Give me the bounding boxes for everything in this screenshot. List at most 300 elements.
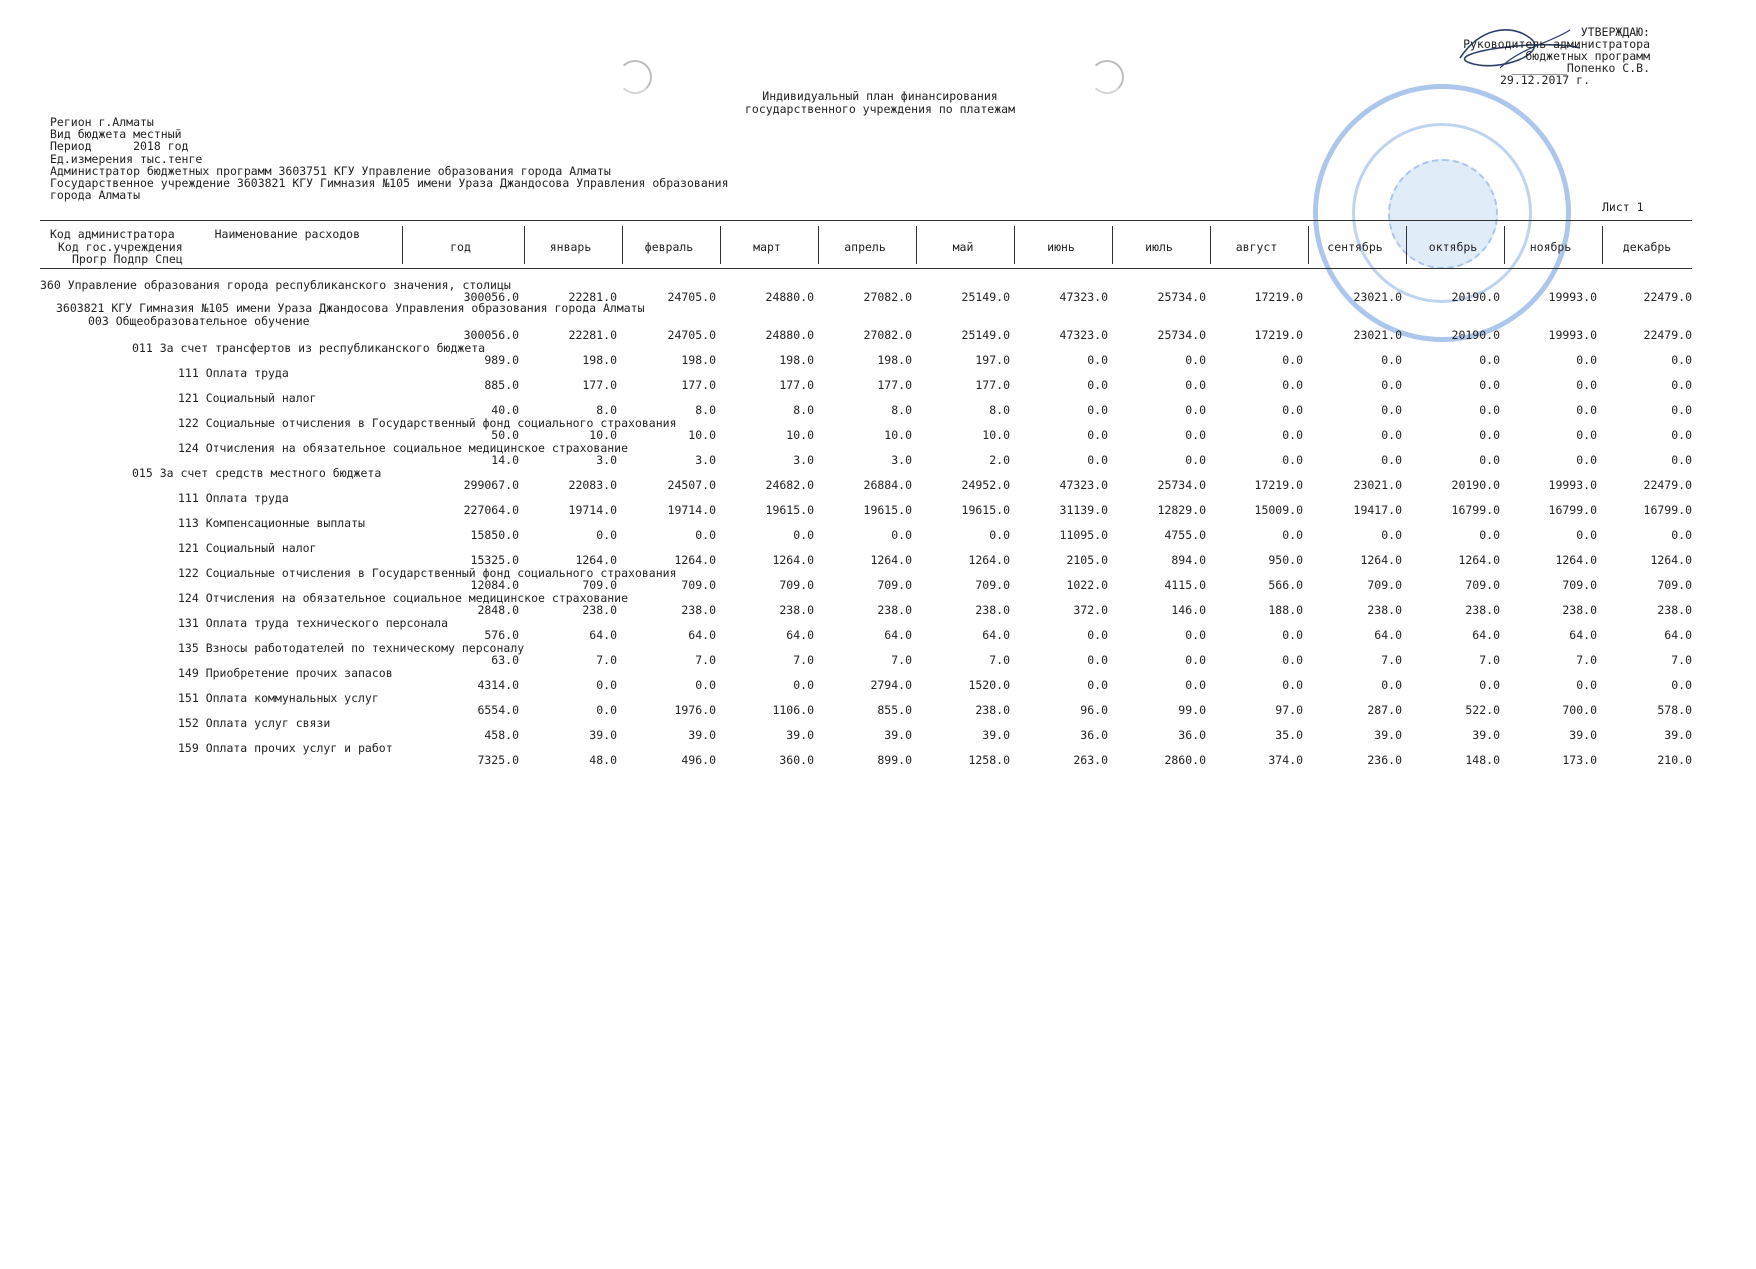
table-cell: 3.0 [891, 453, 912, 467]
table-cell: 7325.0 [477, 753, 519, 767]
table-cell: 198.0 [877, 353, 912, 367]
table-cell: 0.0 [1381, 378, 1402, 392]
table-cell: 1022.0 [1066, 578, 1108, 592]
document-title-line-1: Индивидуальный план финансирования [762, 89, 998, 103]
table-cell: 96.0 [1080, 703, 1108, 717]
table-cell: 39.0 [982, 728, 1010, 742]
table-cell: 7.0 [1381, 653, 1402, 667]
row-label: 011 За счет трансфертов из республиканского бюджета [132, 341, 486, 355]
table-cell: 12084.0 [470, 578, 519, 592]
table-cell: 2.0 [989, 453, 1010, 467]
table-cell: 0.0 [1185, 378, 1206, 392]
table-cell: 64.0 [1664, 628, 1692, 642]
table-cell: 0.0 [1381, 453, 1402, 467]
table-cell: 2860.0 [1164, 753, 1206, 767]
table-cell: 22083.0 [568, 478, 617, 492]
table-cell: 8.0 [891, 403, 912, 417]
column-header-3: март [753, 240, 781, 254]
table-cell: 6554.0 [477, 703, 519, 717]
document-title [640, 90, 1120, 116]
table-cell: 1264.0 [1458, 553, 1500, 567]
table-cell: 24952.0 [961, 478, 1010, 492]
table-cell: 16799.0 [1451, 503, 1500, 517]
table-cell: 22281.0 [568, 328, 617, 342]
table-cell: 24880.0 [765, 328, 814, 342]
table-cell: 0.0 [1282, 453, 1303, 467]
header-admin-code: Код администратора [50, 227, 175, 241]
table-cell: 148.0 [1465, 753, 1500, 767]
table-cell: 855.0 [877, 703, 912, 717]
table-cell: 0.0 [1087, 428, 1108, 442]
table-cell: 0.0 [1185, 678, 1206, 692]
table-cell: 300056.0 [463, 328, 519, 342]
table-cell: 263.0 [1073, 753, 1108, 767]
table-cell: 146.0 [1171, 603, 1206, 617]
table-cell: 238.0 [1657, 603, 1692, 617]
table-cell: 177.0 [681, 378, 716, 392]
table-cell: 238.0 [975, 603, 1010, 617]
table-cell: 522.0 [1465, 703, 1500, 717]
table-cell: 1520.0 [968, 678, 1010, 692]
table-cell: 10.0 [982, 428, 1010, 442]
column-header-11: ноябрь [1529, 240, 1572, 254]
table-cell: 238.0 [975, 703, 1010, 717]
table-cell: 20190.0 [1451, 290, 1500, 304]
column-header-9: сентябрь [1327, 240, 1383, 254]
table-cell: 20190.0 [1451, 328, 1500, 342]
table-cell: 39.0 [1664, 728, 1692, 742]
table-cell: 1264.0 [575, 553, 617, 567]
table-cell: 19714.0 [667, 503, 716, 517]
table-cell: 22479.0 [1643, 290, 1692, 304]
table-cell: 25149.0 [961, 290, 1010, 304]
table-cell: 0.0 [1087, 378, 1108, 392]
table-cell: 4314.0 [477, 678, 519, 692]
table-cell: 10.0 [884, 428, 912, 442]
table-cell: 989.0 [484, 353, 519, 367]
table-cell: 23021.0 [1353, 290, 1402, 304]
table-cell: 48.0 [589, 753, 617, 767]
table-cell: 36.0 [1178, 728, 1206, 742]
punch-hole-right [1090, 60, 1124, 94]
table-cell: 300056.0 [463, 290, 519, 304]
table-cell: 39.0 [786, 728, 814, 742]
meta-unit: Ед.измерения тыс.тенге [50, 151, 203, 166]
table-cell: 12829.0 [1157, 503, 1206, 517]
table-cell: 0.0 [891, 528, 912, 542]
table-cell: 64.0 [1374, 628, 1402, 642]
table-cell: 236.0 [1367, 753, 1402, 767]
table-cell: 0.0 [1185, 628, 1206, 642]
meta-budget-type: Вид бюджета местный [50, 127, 182, 142]
table-cell: 15325.0 [470, 553, 519, 567]
table-cell: 64.0 [786, 628, 814, 642]
row-label: 121 Социальный налог [178, 391, 317, 405]
table-cell: 35.0 [1275, 728, 1303, 742]
row-label: 360 Управление образования города республиканского значения, столицы [40, 278, 511, 292]
table-cell: 39.0 [589, 728, 617, 742]
punch-hole-left [618, 60, 652, 94]
table-cell: 0.0 [1185, 453, 1206, 467]
table-cell: 23021.0 [1353, 478, 1402, 492]
table-cell: 7.0 [989, 653, 1010, 667]
table-cell: 0.0 [989, 528, 1010, 542]
table-cell: 22479.0 [1643, 328, 1692, 342]
table-cell: 0.0 [1576, 528, 1597, 542]
table-cell: 0.0 [1479, 403, 1500, 417]
column-header-5: май [952, 240, 974, 254]
table-cell: 173.0 [1562, 753, 1597, 767]
row-sublabel: 003 Общеобразовательное обучение [88, 314, 310, 328]
table-cell: 10.0 [589, 428, 617, 442]
table-cell: 47323.0 [1059, 478, 1108, 492]
table-cell: 0.0 [1087, 403, 1108, 417]
table-cell: 64.0 [1569, 628, 1597, 642]
table-cell: 0.0 [1381, 678, 1402, 692]
table-cell: 7.0 [1479, 653, 1500, 667]
column-header-6: июнь [1047, 240, 1075, 254]
approval-line-4: ________Попенко С.В. [1511, 61, 1650, 75]
table-cell: 25734.0 [1157, 328, 1206, 342]
table-cell: 39.0 [1472, 728, 1500, 742]
table-cell: 16799.0 [1548, 503, 1597, 517]
table-cell: 709.0 [877, 578, 912, 592]
table-cell: 20190.0 [1451, 478, 1500, 492]
approval-block [1320, 26, 1650, 86]
table-cell: 0.0 [1282, 428, 1303, 442]
table-cell: 0.0 [1185, 353, 1206, 367]
table-cell: 19615.0 [961, 503, 1010, 517]
table-cell: 27082.0 [863, 328, 912, 342]
table-cell: 0.0 [1479, 678, 1500, 692]
row-label: 122 Социальные отчисления в Государственный фонд социального страхования [178, 416, 677, 430]
table-cell: 50.0 [491, 428, 519, 442]
table-cell: 709.0 [975, 578, 1010, 592]
table-cell: 372.0 [1073, 603, 1108, 617]
table-cell: 7.0 [695, 653, 716, 667]
column-header-4: апрель [844, 240, 886, 254]
table-cell: 1976.0 [674, 703, 716, 717]
table-cell: 19417.0 [1353, 503, 1402, 517]
header-expense-name: Наименование расходов [214, 227, 361, 241]
table-cell: 950.0 [1268, 553, 1303, 567]
table-cell: 23021.0 [1353, 328, 1402, 342]
table-cell: 0.0 [1087, 353, 1108, 367]
table-cell: 0.0 [1576, 378, 1597, 392]
table-cell: 97.0 [1275, 703, 1303, 717]
table-cell: 19714.0 [568, 503, 617, 517]
table-cell: 0.0 [1282, 353, 1303, 367]
table-cell: 0.0 [793, 528, 814, 542]
table-cell: 227064.0 [463, 503, 519, 517]
table-cell: 2848.0 [477, 603, 519, 617]
table-cell: 27082.0 [863, 290, 912, 304]
table-cell: 15850.0 [470, 528, 519, 542]
meta-institution: Государственное учреждение 3603821 КГУ Гимназия №105 имени Ураза Джандосова Управления образования [50, 176, 729, 191]
table-cell: 700.0 [1562, 703, 1597, 717]
table-cell: 0.0 [1671, 528, 1692, 542]
table-cell: 1264.0 [1360, 553, 1402, 567]
table-cell: 0.0 [1381, 528, 1402, 542]
column-header-7: июль [1145, 240, 1173, 254]
row-label: 111 Оплата труда [178, 366, 289, 380]
table-cell: 16799.0 [1643, 503, 1692, 517]
table-cell: 177.0 [877, 378, 912, 392]
table-cell: 177.0 [779, 378, 814, 392]
table-cell: 0.0 [1479, 528, 1500, 542]
table-cell: 238.0 [1465, 603, 1500, 617]
meta-admin: Администратор бюджетных программ 3603751 КГУ Управление образования города Алматы [50, 163, 611, 178]
table-cell: 177.0 [582, 378, 617, 392]
row-label: 015 За счет средств местного бюджета [132, 466, 382, 480]
table-cell: 709.0 [582, 578, 617, 592]
table-cell: 8.0 [793, 403, 814, 417]
table-cell: 0.0 [1185, 653, 1206, 667]
table-cell: 0.0 [1087, 678, 1108, 692]
table-cell: 4755.0 [1164, 528, 1206, 542]
meta-region: Регион г.Алматы [50, 115, 154, 129]
table-cell: 3.0 [695, 453, 716, 467]
table-cell: 1264.0 [968, 553, 1010, 567]
table-cell: 578.0 [1657, 703, 1692, 717]
approval-line-2: Руководитель администратора [1463, 37, 1650, 51]
column-header-12: декабрь [1622, 240, 1672, 254]
table-cell: 709.0 [681, 578, 716, 592]
column-header-2: февраль [644, 240, 694, 254]
table-cell: 0.0 [1576, 428, 1597, 442]
table-cell: 64.0 [589, 628, 617, 642]
table-cell: 47323.0 [1059, 328, 1108, 342]
document-meta [50, 116, 729, 201]
table-cell: 0.0 [1282, 378, 1303, 392]
table-cell: 99.0 [1178, 703, 1206, 717]
table-cell: 238.0 [779, 603, 814, 617]
column-header-8: август [1235, 240, 1278, 254]
table-cell: 238.0 [1367, 603, 1402, 617]
row-label: 149 Приобретение прочих запасов [178, 666, 393, 680]
row-label: 152 Оплата услуг связи [178, 716, 331, 730]
table-cell: 10.0 [786, 428, 814, 442]
table-cell: 0.0 [1087, 628, 1108, 642]
table-cell: 566.0 [1268, 578, 1303, 592]
table-cell: 0.0 [1282, 628, 1303, 642]
table-cell: 3.0 [793, 453, 814, 467]
table-cell: 1264.0 [1650, 553, 1692, 567]
meta-institution-cont: города Алматы [50, 188, 141, 203]
table-cell: 197.0 [975, 353, 1010, 367]
row-label: 113 Компенсационные выплаты [178, 516, 365, 530]
table-cell: 64.0 [688, 628, 716, 642]
table-cell: 0.0 [1479, 428, 1500, 442]
table-cell: 0.0 [1282, 403, 1303, 417]
table-cell: 576.0 [484, 628, 519, 642]
table-cell: 39.0 [884, 728, 912, 742]
table-cell: 0.0 [1381, 428, 1402, 442]
table-cell: 36.0 [1080, 728, 1108, 742]
row-label: 124 Отчисления на обязательное социальное медицинское страхование [178, 441, 629, 455]
table-cell: 7.0 [1576, 653, 1597, 667]
table-cell: 7.0 [596, 653, 617, 667]
table-cell: 24705.0 [667, 328, 716, 342]
table-cell: 198.0 [582, 353, 617, 367]
table-cell: 4115.0 [1164, 578, 1206, 592]
table-cell: 8.0 [989, 403, 1010, 417]
table-cell: 0.0 [1576, 678, 1597, 692]
table-cell: 19615.0 [863, 503, 912, 517]
table-cell: 24507.0 [667, 478, 716, 492]
table-cell: 0.0 [695, 678, 716, 692]
table-cell: 19993.0 [1548, 328, 1597, 342]
table-cell: 210.0 [1657, 753, 1692, 767]
table-cell: 709.0 [1465, 578, 1500, 592]
table-cell: 894.0 [1171, 553, 1206, 567]
table-cell: 360.0 [779, 753, 814, 767]
document-title-line-2: государственного учреждения по платежам [744, 102, 1016, 116]
table-cell: 17219.0 [1254, 328, 1303, 342]
table-cell: 2105.0 [1066, 553, 1108, 567]
table-cell: 899.0 [877, 753, 912, 767]
table-cell: 3.0 [596, 453, 617, 467]
table-cell: 22281.0 [568, 290, 617, 304]
table-cell: 299067.0 [463, 478, 519, 492]
table-cell: 40.0 [491, 403, 519, 417]
table-header-bottom-border [40, 268, 1692, 269]
table-cell: 0.0 [1185, 428, 1206, 442]
table-cell: 885.0 [484, 378, 519, 392]
approval-line-3: бюджетных программ [1525, 49, 1650, 63]
table-cell: 39.0 [688, 728, 716, 742]
column-header-1: январь [549, 240, 592, 254]
table-cell: 238.0 [1562, 603, 1597, 617]
column-header-0: год [450, 240, 471, 254]
row-label: 3603821 КГУ Гимназия №105 имени Ураза Джандосова Управления образования города Алматы [56, 301, 645, 315]
table-cell: 10.0 [688, 428, 716, 442]
table-cell: 709.0 [1657, 578, 1692, 592]
row-label: 151 Оплата коммунальных услуг [178, 691, 379, 705]
table-cell: 11095.0 [1059, 528, 1108, 542]
table-cell: 25734.0 [1157, 290, 1206, 304]
table-cell: 24880.0 [765, 290, 814, 304]
table-cell: 64.0 [884, 628, 912, 642]
table-cell: 238.0 [681, 603, 716, 617]
row-label: 121 Социальный налог [178, 541, 317, 555]
table-cell: 19993.0 [1548, 290, 1597, 304]
table-cell: 22479.0 [1643, 478, 1692, 492]
table-cell: 14.0 [491, 453, 519, 467]
table-cell: 0.0 [1087, 653, 1108, 667]
table-cell: 709.0 [1562, 578, 1597, 592]
table-cell: 0.0 [1282, 653, 1303, 667]
table-cell: 0.0 [1576, 403, 1597, 417]
table-cell: 0.0 [1671, 378, 1692, 392]
table-cell: 238.0 [582, 603, 617, 617]
table-cell: 1258.0 [968, 753, 1010, 767]
table-cell: 39.0 [1374, 728, 1402, 742]
table-cell: 17219.0 [1254, 290, 1303, 304]
table-cell: 0.0 [596, 528, 617, 542]
table-cell: 15009.0 [1254, 503, 1303, 517]
table-cell: 1264.0 [674, 553, 716, 567]
table-cell: 25149.0 [961, 328, 1010, 342]
column-header-10: октябрь [1428, 240, 1478, 254]
sheet-number: Лист 1 [1602, 200, 1644, 214]
table-cell: 7.0 [1671, 653, 1692, 667]
table-cell: 198.0 [779, 353, 814, 367]
table-cell: 0.0 [1576, 353, 1597, 367]
approval-line-1: УТВЕРЖДАЮ: [1580, 25, 1650, 39]
table-cell: 0.0 [1185, 403, 1206, 417]
table-cell: 0.0 [695, 528, 716, 542]
table-cell: 238.0 [877, 603, 912, 617]
table-top-border [40, 220, 1692, 221]
table-cell: 458.0 [484, 728, 519, 742]
table-cell: 0.0 [793, 678, 814, 692]
table-cell: 0.0 [1381, 403, 1402, 417]
table-cell: 7.0 [793, 653, 814, 667]
table-cell: 0.0 [1576, 453, 1597, 467]
table-cell: 709.0 [1367, 578, 1402, 592]
table-cell: 26884.0 [863, 478, 912, 492]
table-cell: 374.0 [1268, 753, 1303, 767]
table-cell: 8.0 [596, 403, 617, 417]
table-cell: 1264.0 [1555, 553, 1597, 567]
table-cell: 0.0 [1479, 353, 1500, 367]
row-label: 135 Взносы работодателей по техническому персоналу [178, 641, 525, 655]
table-cell: 64.0 [1472, 628, 1500, 642]
row-label: 111 Оплата труда [178, 491, 289, 505]
table-cell: 0.0 [1282, 528, 1303, 542]
row-label: 124 Отчисления на обязательное социальное медицинское страхование [178, 591, 629, 605]
table-cell: 0.0 [1282, 678, 1303, 692]
table-cell: 25734.0 [1157, 478, 1206, 492]
table-cell: 19615.0 [765, 503, 814, 517]
table-cell: 19993.0 [1548, 478, 1597, 492]
table-cell: 64.0 [982, 628, 1010, 642]
table-cell: 177.0 [975, 378, 1010, 392]
header-institution-code: Код гос.учреждения [58, 239, 183, 254]
table-cell: 24682.0 [765, 478, 814, 492]
table-cell: 0.0 [596, 678, 617, 692]
row-label: 131 Оплата труда технического персонала [178, 616, 449, 630]
table-cell: 0.0 [1671, 353, 1692, 367]
table-cell: 39.0 [1569, 728, 1597, 742]
row-label: 122 Социальные отчисления в Государственный фонд социального страхования [178, 566, 677, 580]
meta-period: Период 2018 год [50, 139, 189, 154]
table-cell: 1264.0 [772, 553, 814, 567]
table-cell: 8.0 [695, 403, 716, 417]
table-cell: 709.0 [779, 578, 814, 592]
table-cell: 198.0 [681, 353, 716, 367]
approval-date: 29.12.2017 г. [1499, 73, 1590, 87]
table-cell: 63.0 [491, 653, 519, 667]
table-cell: 1106.0 [772, 703, 814, 717]
table-cell: 24705.0 [667, 290, 716, 304]
table-cell: 0.0 [596, 703, 617, 717]
table-cell: 0.0 [1087, 453, 1108, 467]
table-cell: 0.0 [1381, 353, 1402, 367]
table-cell: 0.0 [1479, 453, 1500, 467]
row-label: 159 Оплата прочих услуг и работ [178, 741, 393, 755]
table-cell: 7.0 [891, 653, 912, 667]
table-cell: 1264.0 [870, 553, 912, 567]
table-cell: 0.0 [1671, 453, 1692, 467]
table-cell: 0.0 [1479, 378, 1500, 392]
table-cell: 2794.0 [870, 678, 912, 692]
table-cell: 17219.0 [1254, 478, 1303, 492]
table-cell: 287.0 [1367, 703, 1402, 717]
table-cell: 0.0 [1671, 678, 1692, 692]
table-cell: 188.0 [1268, 603, 1303, 617]
